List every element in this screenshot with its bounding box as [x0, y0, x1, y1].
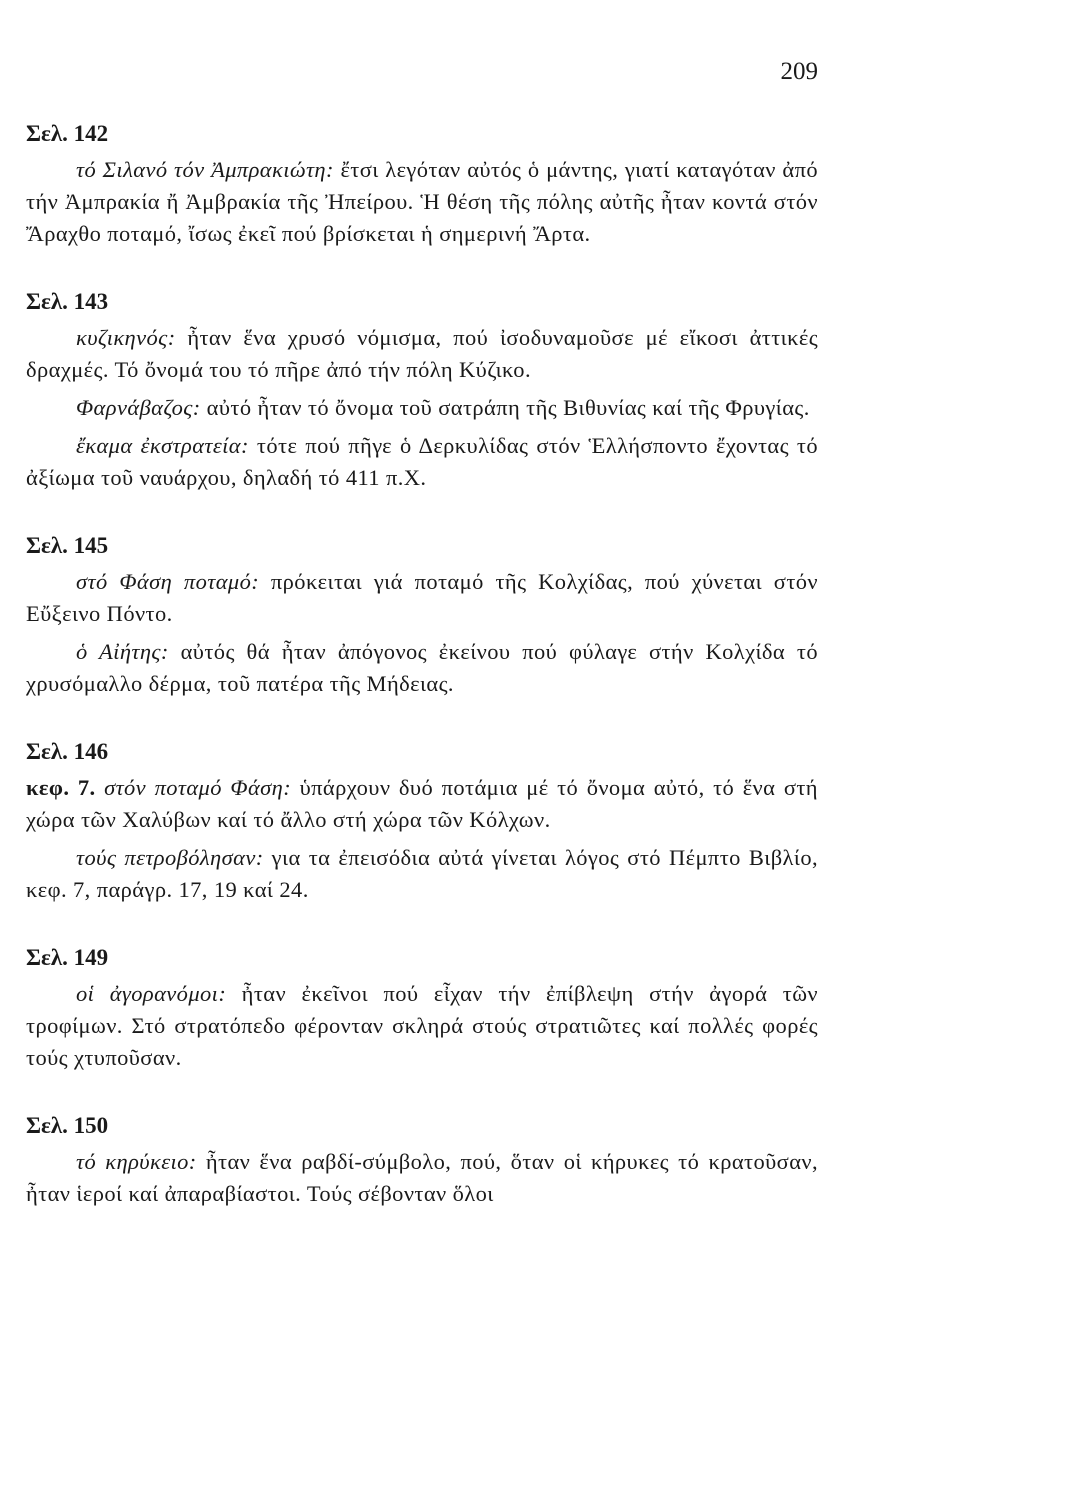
note-section: [26, 118, 818, 250]
note-paragraph: [26, 772, 818, 836]
section-heading: Σελ. 142: [26, 121, 109, 146]
section-heading: Σελ. 146: [26, 739, 109, 764]
note-term: τό Σιλανό τόν Ἀμπρακιώτη:: [76, 157, 334, 182]
note-term: τό κηρύκειο:: [76, 1149, 197, 1174]
note-section: [26, 286, 818, 494]
note-text: ἦταν ἕνα χρυσό νόμισμα, πού ἰσοδυναμοῦσε μέ εἴκοσι ἀττικές δραχμές. Τό ὄνομά του τό πῆρε ἀπό τήν πόλη Κύζικο.: [26, 325, 818, 382]
note-paragraph: [26, 566, 818, 630]
note-paragraph: [26, 978, 818, 1074]
note-text: τότε πού πῆγε ὁ Δερκυλίδας στόν Ἑλλήσποντο ἔχοντας τό ἀξίωμα τοῦ ναυάρχου, δηλαδή τό 411 π.Χ.: [26, 433, 819, 490]
note-text: αὐτός θά ἦταν ἀπόγονος ἐκείνου πού φύλαγε στήν Κολχίδα τό χρυσόμαλλο δέρμα, τοῦ πατέρα τῆς Μήδειας.: [26, 639, 818, 696]
note-term: κυζικηνός:: [76, 325, 176, 350]
note-text: ἦταν ἐκεῖνοι πού εἶχαν τήν ἐπίβλεψη στήν ἀγορά τῶν τροφίμων. Στό στρατόπεδο φέρονταν σκληρά στούς στρατιῶτες καί πολλές φορές τούς χτυποῦσαν.: [26, 981, 818, 1070]
page-number: 209: [780, 58, 818, 85]
note-term: ὁ Αἰήτης:: [76, 639, 169, 664]
note-paragraph: [26, 154, 818, 250]
note-paragraph: [26, 322, 818, 386]
section-heading: Σελ. 143: [26, 289, 109, 314]
chapter-ref: κεφ. 7.: [26, 775, 96, 800]
note-term: τούς πετροβόλησαν:: [76, 845, 264, 870]
note-text: αὐτό ἦταν τό ὄνομα τοῦ σατράπη τῆς Βιθυνίας καί τῆς Φρυγίας.: [200, 395, 810, 420]
note-paragraph: [26, 392, 818, 424]
note-term: οἱ ἀγορανόμοι:: [76, 981, 227, 1006]
note-term: Φαρνάβαζος:: [76, 395, 201, 420]
note-text: για τα ἐπεισόδια αὐτά γίνεται λόγος στό Πέμπτο Βιβλίο, κεφ. 7, παράγρ. 17, 19 καί 24.: [26, 845, 818, 902]
note-paragraph: [26, 1146, 818, 1210]
section-heading: Σελ. 150: [26, 1113, 109, 1138]
note-section: [26, 530, 818, 700]
note-text: ἔτσι λεγόταν αὐτός ὁ μάντης, γιατί καταγόταν ἀπό τήν Ἀμπρακία ἤ Ἀμβρακία τῆς Ἠπείρου. Ἡ θέση τῆς πόλης αὐτῆς ἦταν κοντά στόν Ἄραχθο ποταμό, ἴσως ἐκεῖ πού βρίσκεται ἡ σημερινή Ἄρτα.: [26, 157, 818, 246]
section-heading: Σελ. 149: [26, 945, 109, 970]
note-section: [26, 942, 818, 1074]
note-section: [26, 1110, 818, 1210]
note-term: στό Φάση ποταμό:: [76, 569, 260, 594]
notes-column: [26, 118, 818, 1246]
note-paragraph: [26, 430, 818, 494]
section-heading: Σελ. 145: [26, 533, 109, 558]
note-paragraph: [26, 842, 818, 906]
note-text: πρόκειται γιά ποταμό τῆς Κολχίδας, πού χύνεται στόν Εὔξεινο Πόντο.: [26, 569, 818, 626]
note-term: στόν ποταμό Φάση:: [95, 775, 292, 800]
note-paragraph: [26, 636, 818, 700]
note-text: ἦταν ἕνα ραβδί-σύμβολο, πού, ὅταν οἱ κήρυκες τό κρατοῦσαν, ἦταν ἱεροί καί ἀπαραβίαστοι. Τούς σέβονταν ὅλοι: [26, 1149, 818, 1206]
note-term: ἔκαμα ἐκστρατεία:: [76, 433, 249, 458]
note-section: [26, 736, 818, 906]
note-text: ὑπάρχουν δυό ποτάμια μέ τό ὄνομα αὐτό, τό ἕνα στή χώρα τῶν Χαλύβων καί τό ἄλλο στή χώρα τῶν Κόλχων.: [26, 775, 818, 832]
